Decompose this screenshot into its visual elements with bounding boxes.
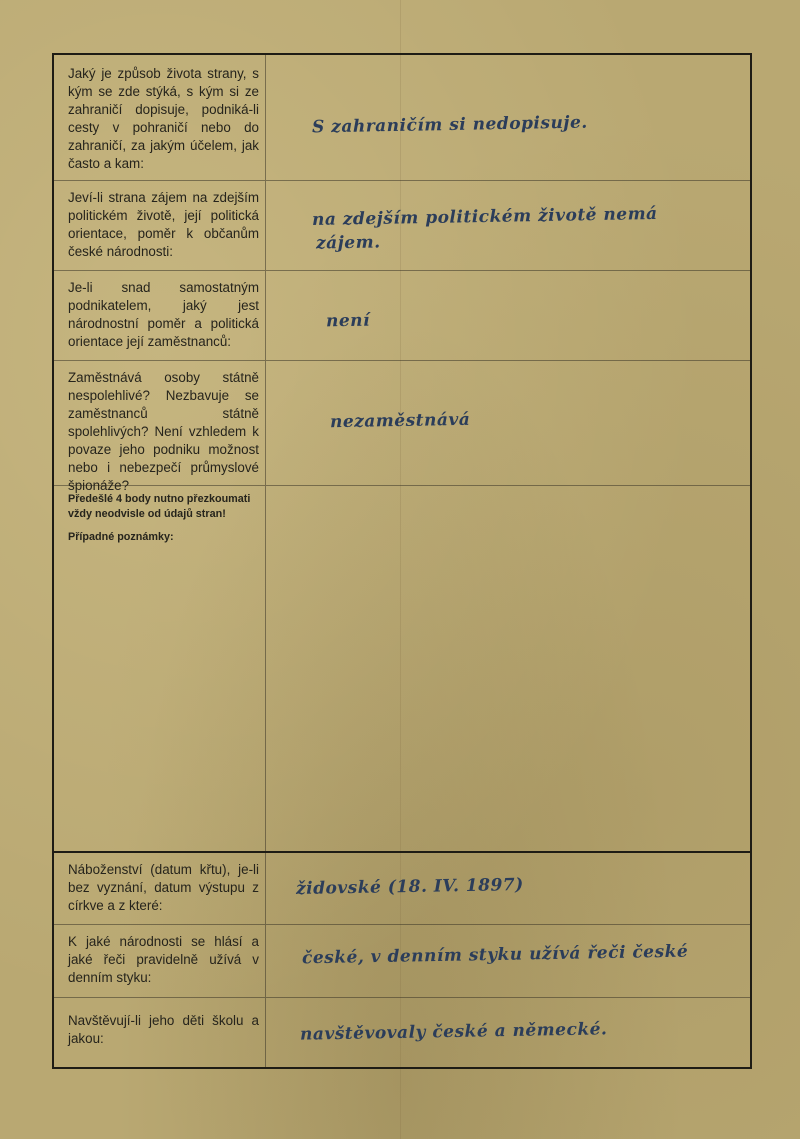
- form-row-religion: [54, 853, 750, 925]
- answer-cell-employer: [266, 271, 750, 360]
- instruction-line-2: vždy neodvisle od údajů stran!: [68, 508, 226, 520]
- answer-cell-politics: [266, 181, 750, 270]
- form-row-employer: [54, 271, 750, 361]
- answer-cell-employees: [266, 361, 750, 485]
- form-row-politics: [54, 181, 750, 271]
- question-lifestyle: Jaký je způsob života strany, s kým se zde stýká, s kým si ze zahraničí dopisuje, podniká-li cesty v pohraničí nebo do zahraničí, za jakým účelem, jak často a kam:: [54, 55, 266, 180]
- handwritten-answer-politics-line1: na zdejším politickém životě nemá: [311, 203, 658, 231]
- form-row-notes: [54, 486, 750, 853]
- form-row-lifestyle: [54, 55, 750, 181]
- notes-label: Případné poznámky:: [68, 531, 174, 543]
- question-employees: Zaměstnává osoby státně nespolehlivé? Nezbavuje se zaměstnanců státně spolehlivých? Není vzhledem k povaze jeho podniku možnost nebo i nebezpečí průmyslové špionáže?: [54, 361, 266, 485]
- handwritten-answer-politics-line2: zájem.: [315, 232, 381, 254]
- handwritten-answer-religion: židovské (18. IV. 1897): [295, 875, 524, 899]
- question-religion: Náboženství (datum křtu), je-li bez vyznání, datum výstupu z církve a z které:: [54, 853, 266, 924]
- handwritten-answer-employer: není: [325, 310, 371, 332]
- form-table: [52, 53, 752, 1069]
- answer-cell-children-school: [266, 998, 750, 1067]
- question-politics: Jeví-li strana zájem na zdejším politickém životě, její politická orientace, poměr k občanům české národnosti:: [54, 181, 266, 270]
- answer-cell-religion: [266, 853, 750, 924]
- notes-cell: [54, 486, 266, 851]
- answer-cell-lifestyle: [266, 55, 750, 180]
- question-employer: Je-li snad samostatným podnikatelem, jaký jest národnostní poměr a politická orientace její zaměstnanců:: [54, 271, 266, 360]
- answer-cell-nationality: [266, 925, 750, 997]
- form-row-employees: [54, 361, 750, 493]
- handwritten-answer-children-school: navštěvovaly české a německé.: [299, 1019, 608, 1045]
- form-row-children-school: [54, 998, 750, 1067]
- handwritten-answer-nationality: české, v denním styku užívá řeči české: [301, 941, 689, 969]
- question-nationality: K jaké národnosti se hlásí a jaké řeči pravidelně užívá v denním styku:: [54, 925, 266, 997]
- form-row-nationality: [54, 925, 750, 998]
- question-children-school: Navštěvují-li jeho děti školu a jakou:: [54, 998, 266, 1067]
- handwritten-answer-lifestyle: S zahraničím si nedopisuje.: [311, 112, 588, 138]
- instruction-line-1: Předešlé 4 body nutno přezkoumati: [68, 493, 251, 505]
- handwritten-answer-employees: nezaměstnává: [329, 409, 471, 433]
- notes-answer-cell: [266, 486, 750, 851]
